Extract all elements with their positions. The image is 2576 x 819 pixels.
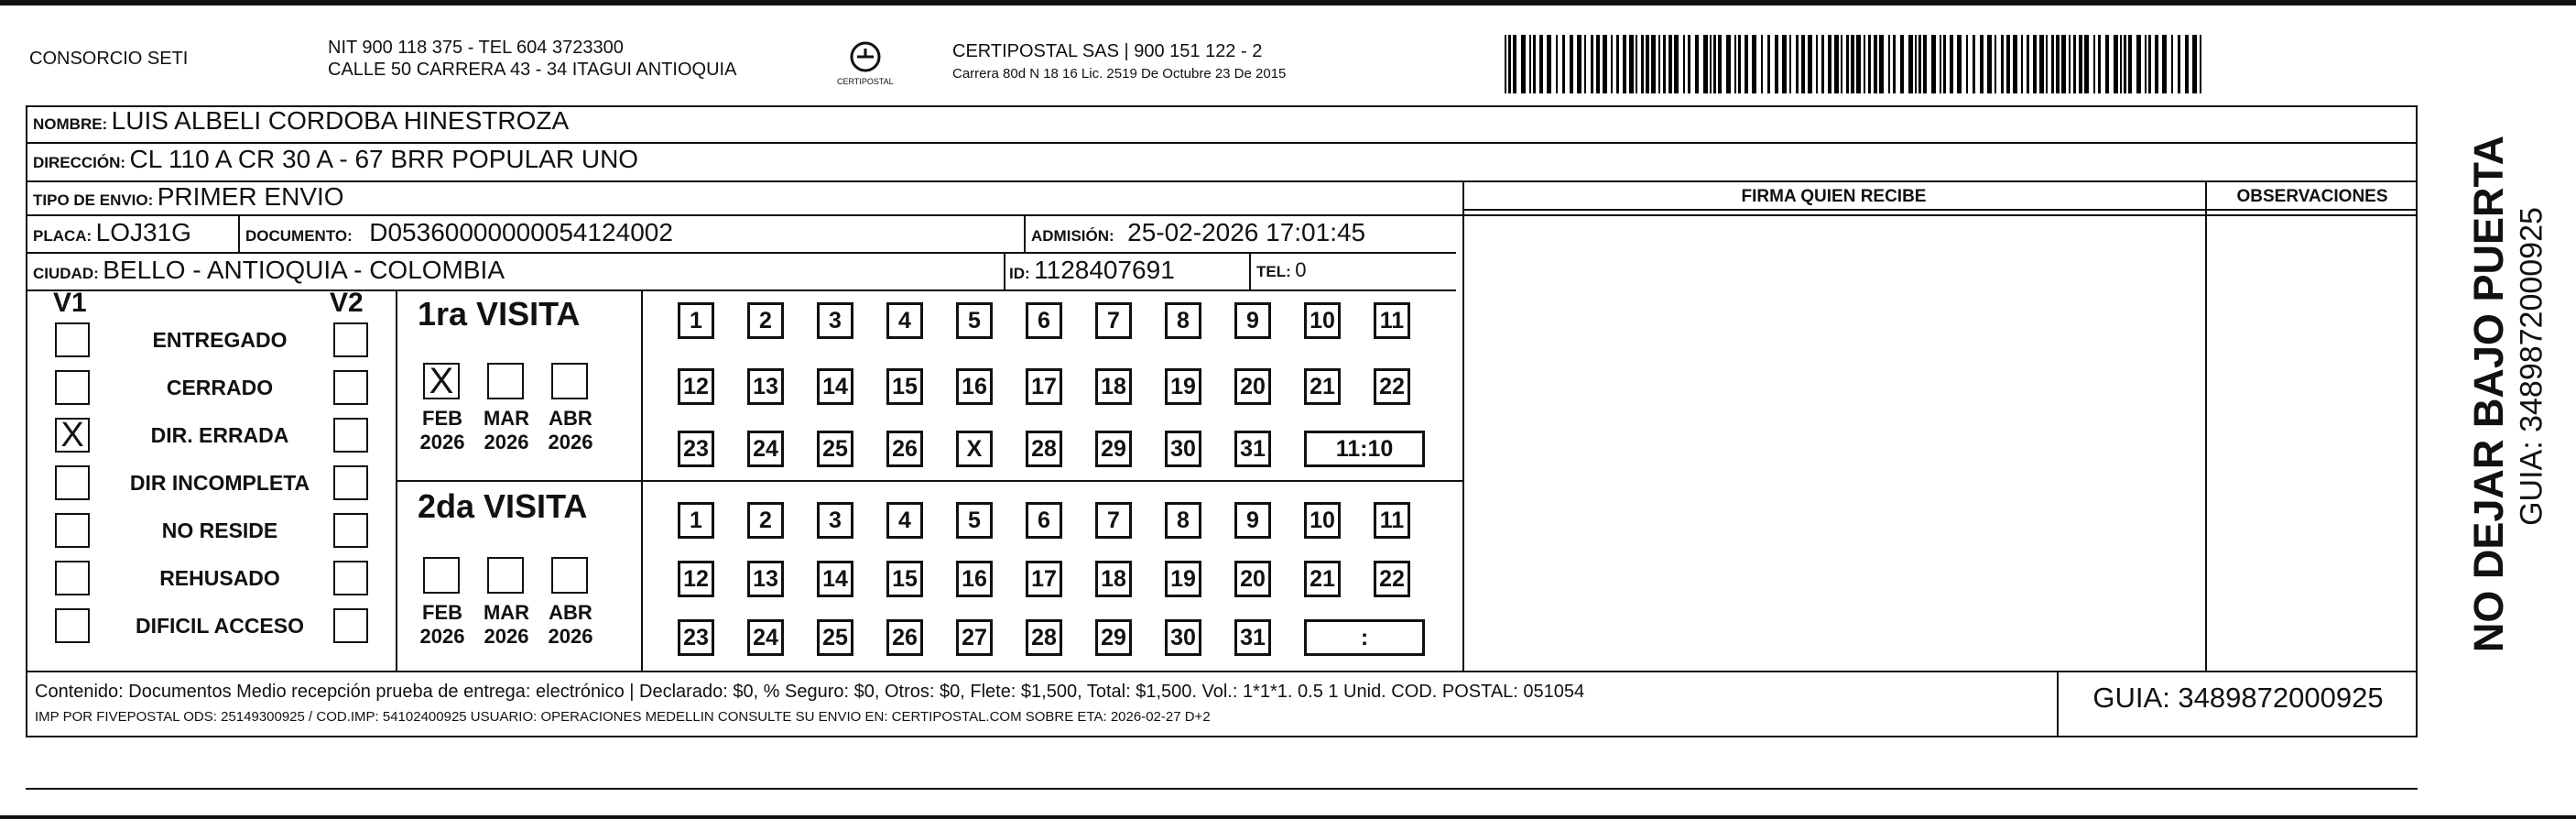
visit-option-label: NO RESIDE xyxy=(161,519,278,542)
nombre-label: NOMBRE: xyxy=(33,115,108,133)
month-year: 2026 xyxy=(484,431,529,453)
day-box[interactable]: 5 xyxy=(956,302,993,339)
day-box[interactable]: 17 xyxy=(1026,561,1062,597)
logo-caption: CERTIPOSTAL xyxy=(837,77,894,86)
day-box[interactable]: 9 xyxy=(1234,302,1271,339)
certipostal-line2: Carrera 80d N 18 16 Lic. 2519 De Octubre 23 De 2015 xyxy=(952,66,1287,82)
day-box[interactable]: X xyxy=(956,431,993,467)
tipo-envio-label: TIPO DE ENVIO: xyxy=(33,191,154,209)
day-box[interactable]: 20 xyxy=(1234,561,1271,597)
direccion-value: CL 110 A CR 30 A - 67 BRR POPULAR UNO xyxy=(129,145,639,173)
address-line: CALLE 50 CARRERA 43 - 34 ITAGUI ANTIOQUIA xyxy=(328,60,737,80)
v2-checkbox[interactable] xyxy=(333,322,368,357)
admision-label: ADMISIÓN: xyxy=(1031,227,1114,245)
day-box[interactable]: 23 xyxy=(678,431,714,467)
visit-option-label: REHUSADO xyxy=(159,566,280,590)
day-box[interactable]: 22 xyxy=(1374,561,1410,597)
day-box[interactable]: 19 xyxy=(1165,368,1201,405)
day-box[interactable]: 3 xyxy=(817,302,853,339)
day-box[interactable]: 14 xyxy=(817,368,853,405)
day-box[interactable]: 8 xyxy=(1165,302,1201,339)
v2-checkbox[interactable] xyxy=(333,561,368,595)
id-label: ID: xyxy=(1009,265,1030,282)
v1-checkbox[interactable] xyxy=(55,465,90,500)
day-box[interactable]: 28 xyxy=(1026,619,1062,656)
visit-option-label: DIFICIL ACCESO xyxy=(135,614,304,638)
certipostal-line1: CERTIPOSTAL SAS | 900 151 122 - 2 xyxy=(952,41,1263,61)
day-box[interactable]: 15 xyxy=(886,561,923,597)
v1-checkbox[interactable]: X xyxy=(55,418,90,453)
day-box[interactable]: 6 xyxy=(1026,502,1062,539)
month-checkbox[interactable] xyxy=(551,557,588,594)
day-box[interactable]: 12 xyxy=(678,561,714,597)
day-box[interactable]: 4 xyxy=(886,502,923,539)
certipostal-logo xyxy=(833,37,897,92)
v2-label: V2 xyxy=(330,288,364,318)
visit-option-label: DIR. ERRADA xyxy=(150,423,289,447)
tel-field xyxy=(1256,258,1306,282)
v2-checkbox[interactable] xyxy=(333,513,368,548)
direccion-label: DIRECCIÓN: xyxy=(33,154,126,171)
day-box[interactable]: 28 xyxy=(1026,431,1062,467)
day-box[interactable]: 27 xyxy=(956,619,993,656)
month-name: ABR xyxy=(549,407,592,430)
tel-value: 0 xyxy=(1295,258,1307,281)
day-box[interactable]: 3 xyxy=(817,502,853,539)
month-name: FEB xyxy=(422,407,462,430)
month-checkbox[interactable]: X xyxy=(423,363,460,399)
top-edge-line xyxy=(0,0,2576,5)
day-box[interactable]: 29 xyxy=(1095,431,1132,467)
id-value: 1128407691 xyxy=(1034,256,1175,284)
v2-checkbox[interactable] xyxy=(333,370,368,405)
visit-option-label: ENTREGADO xyxy=(152,328,288,352)
barcode xyxy=(1505,35,2208,93)
placa-value: LOJ31G xyxy=(95,218,191,246)
day-box[interactable]: 31 xyxy=(1234,431,1271,467)
day-box[interactable]: 17 xyxy=(1026,368,1062,405)
day-box[interactable]: 2 xyxy=(747,302,784,339)
month-label xyxy=(410,601,474,649)
day-box[interactable]: 14 xyxy=(817,561,853,597)
bottom-edge-line xyxy=(0,815,2576,819)
month-label xyxy=(538,601,603,649)
v1-checkbox[interactable] xyxy=(55,370,90,405)
footer-imp: IMP POR FIVEPOSTAL ODS: 25149300925 / COD.IMP: 54102400925 USUARIO: OPERACIONES MEDELLIN CONSULTE SU ENVIO EN: CERTIPOSTAL.COM SOBRE ETA: 2026-02-27 D+2 xyxy=(35,709,1211,725)
day-box[interactable]: 18 xyxy=(1095,368,1132,405)
v1-checkbox[interactable] xyxy=(55,513,90,548)
day-box[interactable]: 15 xyxy=(886,368,923,405)
v1-checkbox[interactable] xyxy=(55,608,90,643)
v2-checkbox[interactable] xyxy=(333,418,368,453)
day-box[interactable]: 11 xyxy=(1374,302,1410,339)
month-year: 2026 xyxy=(548,431,593,453)
admision-field xyxy=(1031,218,1365,247)
nit-line: NIT 900 118 375 - TEL 604 3723300 xyxy=(328,38,624,58)
observaciones-label: OBSERVACIONES xyxy=(2236,187,2388,206)
day-box[interactable]: 22 xyxy=(1374,368,1410,405)
side-warning: NO DEJAR BAJO PUERTA xyxy=(2465,135,2512,653)
footer-guia-box: GUIA: 3489872000925 xyxy=(2092,682,2384,714)
month-checkbox[interactable] xyxy=(551,363,588,399)
v1-checkbox[interactable] xyxy=(55,561,90,595)
day-box[interactable]: 6 xyxy=(1026,302,1062,339)
month-year: 2026 xyxy=(548,625,593,648)
day-box[interactable]: 2 xyxy=(747,502,784,539)
day-box[interactable]: 1 xyxy=(678,502,714,539)
tipo-envio-field xyxy=(33,182,344,212)
day-box[interactable]: 24 xyxy=(747,619,784,656)
day-box[interactable]: 13 xyxy=(747,561,784,597)
month-year: 2026 xyxy=(419,431,465,453)
first-visit-title: 1ra VISITA xyxy=(418,295,581,333)
admision-value: 25-02-2026 17:01:45 xyxy=(1127,218,1366,246)
v2-checkbox[interactable] xyxy=(333,608,368,643)
month-name: MAR xyxy=(483,407,530,430)
month-label xyxy=(474,601,538,649)
day-box[interactable]: 4 xyxy=(886,302,923,339)
visit-option-label: CERRADO xyxy=(166,376,274,399)
day-box[interactable]: 24 xyxy=(747,431,784,467)
v1-label: V1 xyxy=(53,288,87,318)
day-box[interactable]: 21 xyxy=(1304,368,1341,405)
month-checkbox[interactable] xyxy=(423,557,460,594)
day-box[interactable]: 19 xyxy=(1165,561,1201,597)
day-box[interactable]: 23 xyxy=(678,619,714,656)
documento-label: DOCUMENTO: xyxy=(245,227,353,245)
v2-checkbox[interactable] xyxy=(333,465,368,500)
direccion-field xyxy=(33,145,638,174)
placa-label: PLACA: xyxy=(33,227,92,245)
second-visit-title: 2da VISITA xyxy=(418,487,588,525)
nombre-value: LUIS ALBELI CORDOBA HINESTROZA xyxy=(111,106,570,135)
documento-value: D05360000000054124002 xyxy=(369,218,673,246)
firma-label: FIRMA QUIEN RECIBE xyxy=(1741,187,1927,206)
day-box[interactable]: 12 xyxy=(678,368,714,405)
month-label xyxy=(410,407,474,454)
day-box[interactable]: 16 xyxy=(956,561,993,597)
day-box[interactable]: 30 xyxy=(1165,431,1201,467)
day-box[interactable]: 29 xyxy=(1095,619,1132,656)
month-checkbox[interactable] xyxy=(487,557,524,594)
placa-field xyxy=(33,218,191,247)
day-box[interactable]: 26 xyxy=(886,431,923,467)
day-box[interactable]: 10 xyxy=(1304,302,1341,339)
day-box[interactable]: 1 xyxy=(678,302,714,339)
day-box[interactable]: 7 xyxy=(1095,302,1132,339)
day-box[interactable]: 9 xyxy=(1234,502,1271,539)
company-name: CONSORCIO SETI xyxy=(29,49,189,69)
day-box[interactable]: 21 xyxy=(1304,561,1341,597)
day-box[interactable]: 20 xyxy=(1234,368,1271,405)
day-box[interactable]: 8 xyxy=(1165,502,1201,539)
day-box[interactable]: 25 xyxy=(817,619,853,656)
id-field xyxy=(1009,256,1175,285)
v1-checkbox[interactable] xyxy=(55,322,90,357)
day-box[interactable]: 18 xyxy=(1095,561,1132,597)
nombre-field xyxy=(33,106,569,136)
month-label xyxy=(538,407,603,454)
side-guia: GUIA: 3489872000925 xyxy=(2514,207,2549,526)
day-box[interactable]: 30 xyxy=(1165,619,1201,656)
month-year: 2026 xyxy=(484,625,529,648)
month-checkbox[interactable] xyxy=(487,363,524,399)
day-box[interactable]: 5 xyxy=(956,502,993,539)
day-box[interactable]: 16 xyxy=(956,368,993,405)
day-box[interactable]: 13 xyxy=(747,368,784,405)
month-name: ABR xyxy=(549,601,592,624)
month-name: MAR xyxy=(483,601,530,624)
ciudad-label: CIUDAD: xyxy=(33,265,99,282)
tel-label: TEL: xyxy=(1256,263,1291,280)
time-box[interactable]: 11:10 xyxy=(1304,431,1425,467)
month-year: 2026 xyxy=(419,625,465,648)
day-box[interactable]: 31 xyxy=(1234,619,1271,656)
month-name: FEB xyxy=(422,601,462,624)
month-label xyxy=(474,407,538,454)
day-box[interactable]: 25 xyxy=(817,431,853,467)
day-box[interactable]: 7 xyxy=(1095,502,1132,539)
time-box[interactable]: : xyxy=(1304,619,1425,656)
footer-contenido: Contenido: Documentos Medio recepción prueba de entrega: electrónico | Declarado: $0, % Seguro: $0, Otros: $0, Flete: $1,500, Total: $1,500. Vol.: 1*1*1. 0.5 1 Unid. COD. POSTAL: 051054 xyxy=(35,682,1585,702)
day-box[interactable]: 11 xyxy=(1374,502,1410,539)
ciudad-value: BELLO - ANTIOQUIA - COLOMBIA xyxy=(103,256,505,284)
ciudad-field xyxy=(33,256,505,285)
documento-field xyxy=(245,218,673,247)
day-box[interactable]: 10 xyxy=(1304,502,1341,539)
visit-option-label: DIR INCOMPLETA xyxy=(129,471,310,495)
tipo-envio-value: PRIMER ENVIO xyxy=(157,182,344,211)
day-box[interactable]: 26 xyxy=(886,619,923,656)
